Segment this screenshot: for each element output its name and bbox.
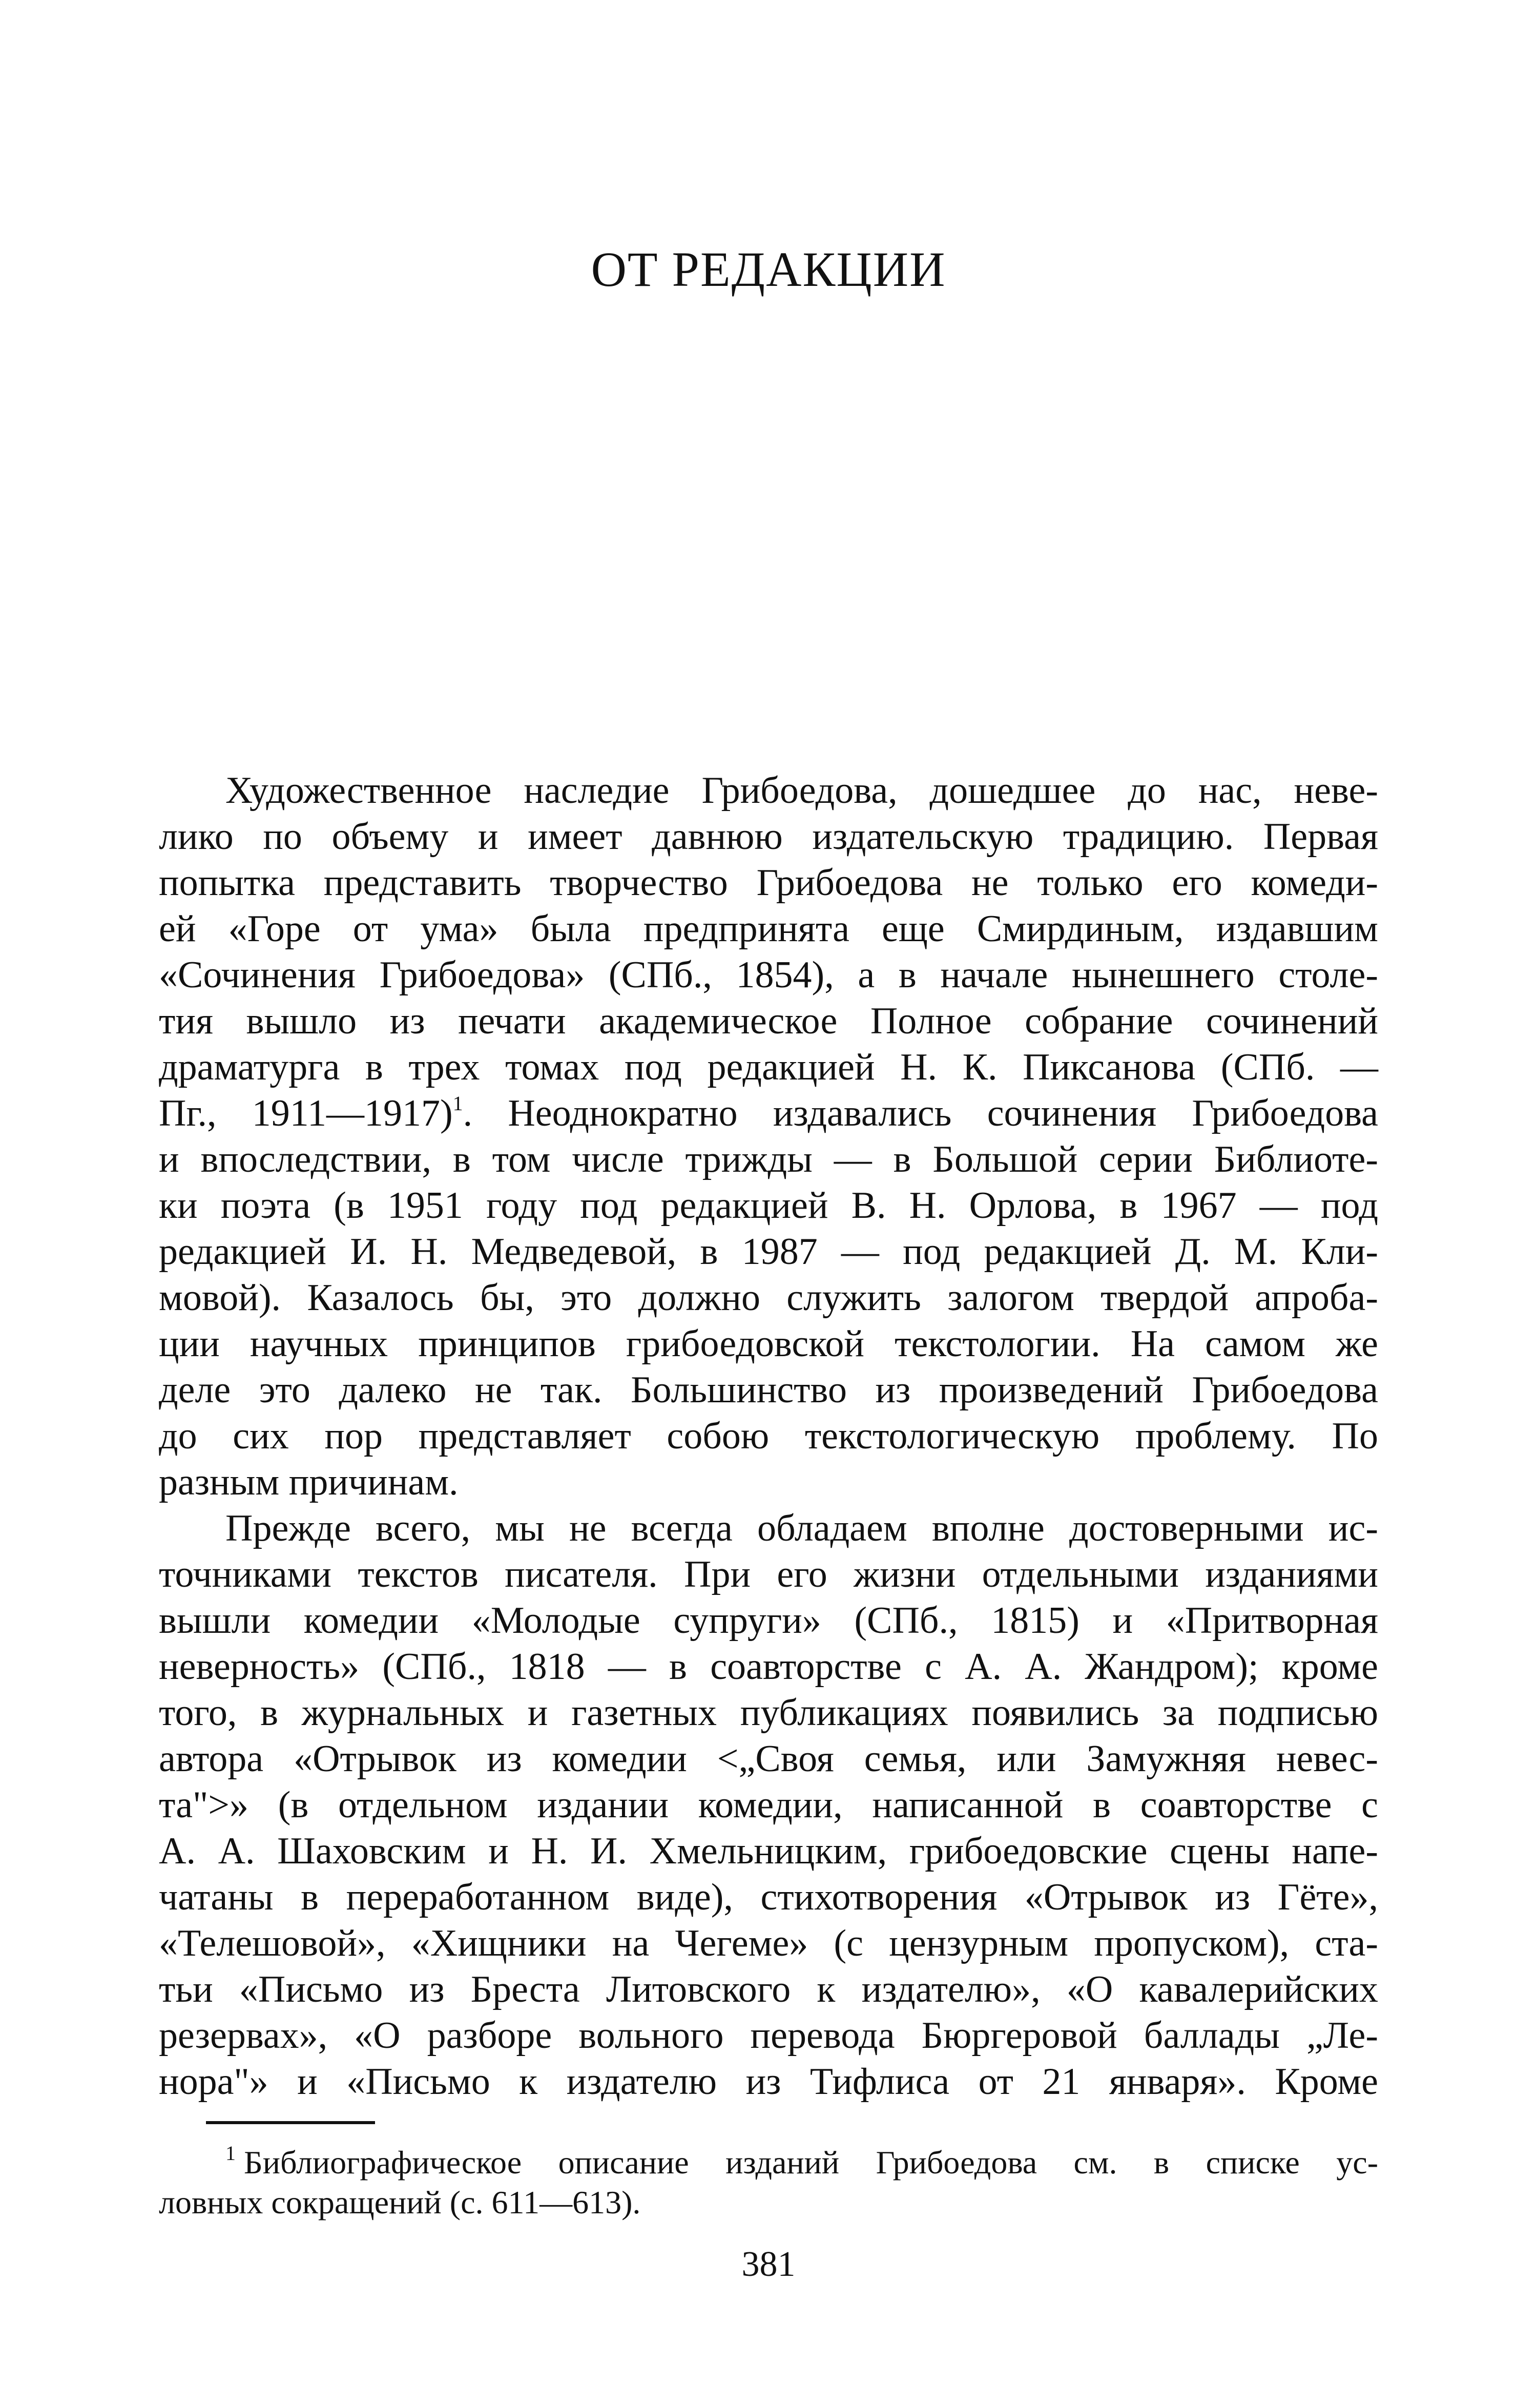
footnote-marker: 1 [225,2142,236,2165]
footnote [159,2143,1378,2223]
text-line: та">» (в отдельном издании комедии, написанной в соавторстве с [159,1784,1378,1826]
text-segment: Пг., 1911—1917) [159,1092,453,1134]
footnote-divider [206,2121,375,2124]
text-line-with-footnote [159,1090,1378,1136]
text-line: того, в журнальных и газетных публикациях появились за подписью [159,1692,1378,1734]
text-line: тия вышло из печати академическое Полное собрание сочинений [159,1000,1378,1042]
text-line: лико по объему и имеет давнюю издательскую традицию. Первая [159,816,1378,858]
text-line: ции научных принципов грибоедовской текстологии. На самом же [159,1323,1378,1365]
text-line: неверность» (СПб., 1818 — в соавторстве с А. А. Жандром); кроме [159,1646,1378,1688]
text-line: разным причинам. [159,1461,459,1503]
text-line: до сих пор представляет собою текстологическую проблему. По [159,1415,1378,1457]
text-line: нора"» и «Письмо к издателю из Тифлиса от 21 января». Кроме [159,2061,1378,2103]
text-line: редакцией И. Н. Медведевой, в 1987 — под редакцией Д. М. Кли- [159,1231,1378,1273]
text-line: автора «Отрывок из комедии <„Своя семья, или Замужняя невес- [159,1738,1378,1780]
page-number: 381 [741,2245,796,2284]
text-segment: . Неоднократно издавались сочинения Грибоедова [463,1092,1378,1134]
section-title: ОТ РЕДАКЦИИ [591,242,946,297]
body-text [159,767,1378,2105]
text-line: и впоследствии, в том числе трижды — в Большой серии Библиоте- [159,1138,1378,1180]
text-line: вышли комедии «Молодые супруги» (СПб., 1815) и «Притворная [159,1600,1378,1642]
text-line: ей «Горе от ума» была предпринята еще Смирдиным, издавшим [159,908,1378,950]
text-line: «Телешовой», «Хищники на Чегеме» (с цензурным пропуском), ста- [159,1922,1378,1964]
text-line: ки поэта (в 1951 году под редакцией В. Н. Орлова, в 1967 — под [159,1185,1378,1227]
text-line: тьи «Письмо из Бреста Литовского к издателю», «О кавалерийских [159,1968,1378,2010]
text-line: Прежде всего, мы не всегда обладаем вполне достоверными ис- [225,1507,1378,1549]
footnote-reference: 1 [452,1092,463,1115]
footnote-line: ловных сокращений (с. 611—613). [159,2184,641,2220]
footnote-text: Библиографическое описание изданий Грибоедова см. в списке ус- [244,2144,1378,2181]
footnote-line [159,2143,1378,2183]
text-line: чатаны в переработанном виде), стихотворения «Отрывок из Гёте», [159,1876,1378,1918]
text-line: А. А. Шаховским и Н. И. Хмельницким, грибоедовские сцены напе- [159,1830,1378,1872]
text-line: мовой). Казалось бы, это должно служить залогом твердой апроба- [159,1277,1378,1319]
text-line: «Сочинения Грибоедова» (СПб., 1854), а в начале нынешнего столе- [159,954,1378,996]
text-line: точниками текстов писателя. При его жизни отдельными изданиями [159,1553,1378,1595]
text-line: деле это далеко не так. Большинство из произведений Грибоедова [159,1369,1378,1411]
text-line: драматурга в трех томах под редакцией Н. К. Пиксанова (СПб. — [159,1046,1378,1088]
text-line: резервах», «О разборе вольного перевода Бюргеровой баллады „Ле- [159,2015,1378,2057]
text-line: Художественное наследие Грибоедова, дошедшее до нас, неве- [225,770,1378,812]
text-line: попытка представить творчество Грибоедова не только его комеди- [159,862,1378,904]
